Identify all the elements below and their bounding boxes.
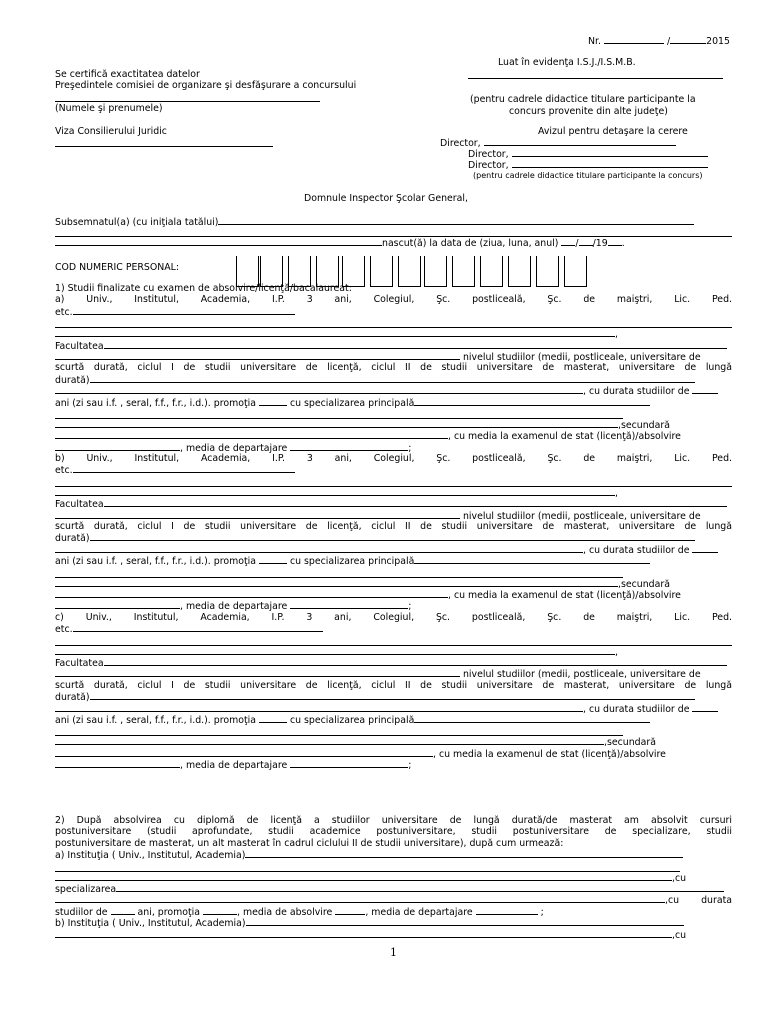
- isj-note-line2: concurs provenite din alte judeţe): [509, 106, 668, 117]
- legal-advisor-visa: Viza Consilierului Juridic: [55, 126, 167, 137]
- subsemnatul-label: Subsemnatul(a) (cu iniţiala tatălui): [55, 217, 219, 228]
- legal-advisor-line[interactable]: [55, 138, 273, 147]
- name-caption: (Numele şi prenumele): [55, 103, 163, 114]
- director-note: (pentru cadrele didactice titulare participante la concurs): [473, 171, 703, 180]
- cnp-label: COD NUMERIC PERSONAL:: [55, 262, 180, 273]
- study-entry-a: a) Univ., Institutul, Academia, I.P. 3 ani, Colegiul, Şc. postliceală, Şc. de maiştri, Lic. Ped. etc. , Facultatea nivelul studiilor (medii, postliceale, universitare de scurtă durată, ciclul I de studii universitare de licenţă, ciclul II de studii universitare de masterat, universitare de lungă durată) , cu durata studiilor de ani (zi sau i.f. , seral, f.f., f.r., i.d.). promoţia cu specializarea principală ,secundară , cu media la examenul de stat (licenţă)/absolvire , media de departajare ;: [55, 294, 732, 454]
- director-line-1: Director,: [440, 137, 676, 149]
- birth-date-label: nascut(ă) la data de (ziua, luna, anul): [382, 238, 559, 249]
- identity-block: Subsemnatul(a) (cu iniţiala tatălui) nascut(ă) la data de (ziua, luna, anul) / /19 .: [55, 216, 732, 249]
- section-1-title: 1) Studii finalizate cu examen de absolvire/licenţă/bacalaureat:: [55, 283, 352, 294]
- section-1-studies: [55, 283, 732, 770]
- section-2-postgraduate: 2) După absolvirea cu diplomă de licenţă a studiilor universitare de lungă durată/de masterat am absolvit cursuri postuniversitare (studii aprofundate, studii academice postuniversitare, studii postuniversitare de specializare, studii postuniversitare de masterat, un alt masterat în cadrul ciclului II de studii universitare), după cum urmează: a) Instituţia ( Univ., Institutul, Academia) ,cu specializarea ,cu durata studiilor de ani, promoţia , media de absolvire , media de departajare ; b) Instituţia ( Univ., Institutul, Academia) ,cu: [55, 815, 732, 940]
- name-field[interactable]: [218, 216, 694, 225]
- isj-signature-line: [468, 69, 723, 79]
- director-line-2: Director,: [468, 148, 708, 160]
- certify-text: Se certifică exactitatea datelor: [55, 69, 200, 80]
- study-entry-b: b) Univ., Institutul, Academia, I.P. 3 ani, Colegiul, Şc. postliceală, Şc. de maiştri, Lic. Ped. etc. , Facultatea nivelul studiilor (medii, postliceale, universitare de scurtă durată, ciclul I de studii universitare de licenţă, ciclul II de studii universitare de masterat, universitare de lungă durată) , cu durata studiilor de ani (zi sau i.f. , seral, f.f., f.r., i.d.). promoţia cu specializarea principală ,secundară , cu media la examenul de stat (licenţă)/absolvire , media de departajare ;: [55, 453, 732, 612]
- page-number: 1: [390, 946, 397, 959]
- salutation: Domnule Inspector Şcolar General,: [304, 193, 468, 204]
- director-line-3: Director,: [468, 159, 708, 171]
- detachment-approval-title: Avizul pentru detaşare la cerere: [538, 126, 688, 137]
- isj-note-line1: (pentru cadrele didactice titulare participante la: [470, 94, 696, 105]
- study-entry-c: c) Univ., Institutul, Academia, I.P. 3 ani, Colegiul, Şc. postliceală, Şc. de maiştri, Lic. Ped. etc. , Facultatea nivelul studiilor (medii, postliceale, universitare de scurtă durată, ciclul I de studii universitare de licenţă, ciclul II de studii universitare de masterat, universitare de lungă durată) , cu durata studiilor de ani (zi sau i.f. , seral, f.f., f.r., i.d.). promoţia cu specializarea principală ,secundară , cu media la examenul de stat (licenţă)/absolvire , media de departajare ;: [55, 611, 732, 771]
- name-field-line2[interactable]: [55, 228, 732, 237]
- commission-president: Preşedintele comisiei de organizare şi desfăşurare a concursului: [55, 80, 357, 91]
- isj-record-title: Luat în evidenţa I.S.J./I.S.M.B.: [498, 57, 636, 68]
- president-name-line[interactable]: [55, 93, 320, 102]
- registration-number: Nr. / 2015: [588, 36, 730, 47]
